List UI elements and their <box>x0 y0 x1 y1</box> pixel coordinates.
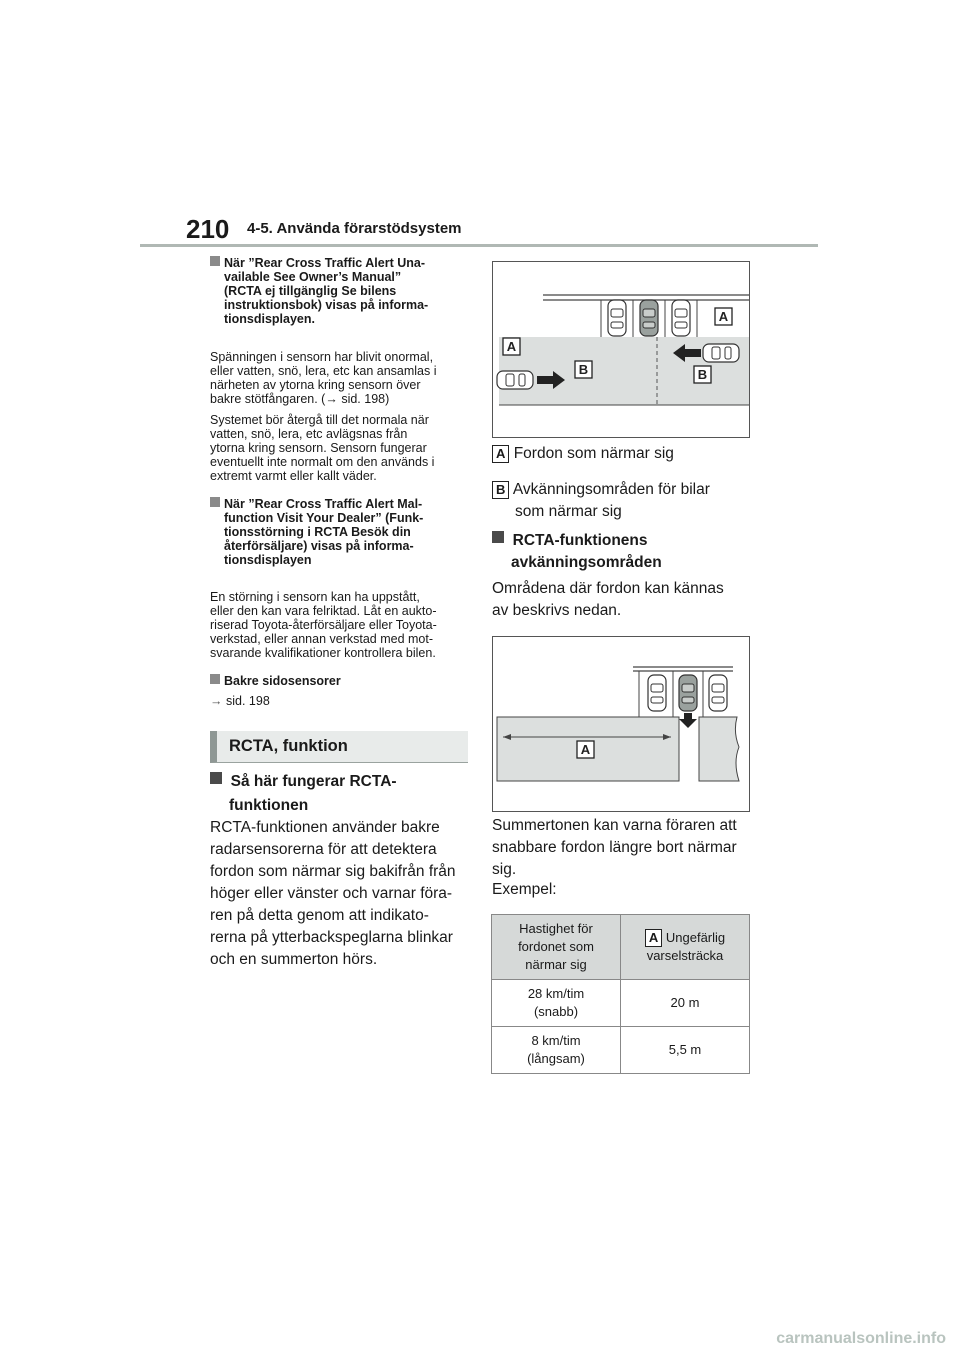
example-label: Exempel: <box>492 881 557 898</box>
speed-distance-table <box>491 914 750 1074</box>
legend-tag-a: A <box>645 929 662 947</box>
legend-a: A Fordon som närmar sig <box>492 445 674 463</box>
legend-tag-b: B <box>492 481 509 499</box>
detection-areas-text: Områdena där fordon kan kännas av beskrivs nedan. <box>492 580 724 619</box>
arrow-right-icon: → <box>210 694 223 708</box>
table-cell: 8 km/tim (långsam) <box>492 1027 621 1074</box>
page-number: 210 <box>186 214 230 244</box>
bullet-square-icon <box>492 531 504 543</box>
paragraph: Systemet bör återgå till det normala när vatten, snö, lera, etc avlägsnas från ytorna kring sensorn. Sensorn fungerar eventuellt inte normalt om den används i extremt varmt eller kallt väder. <box>210 413 435 483</box>
table-cell: 20 m <box>621 980 750 1027</box>
table-cell: 28 km/tim (snabb) <box>492 980 621 1027</box>
rear-side-sensors-heading: Bakre sidosensorer <box>210 674 470 688</box>
parking-lot-diagram <box>493 262 749 437</box>
car-icon <box>640 300 658 336</box>
bullet-square-icon <box>210 256 220 266</box>
legend-b: B Avkänningsområden för bilar som närmar sig <box>492 479 710 523</box>
car-icon <box>608 300 626 336</box>
table-header-cell: A Ungefärlig varselsträcka <box>621 915 750 980</box>
arrow-down-icon <box>679 713 697 728</box>
car-icon <box>648 675 666 711</box>
rcta-malfunction-heading: När ”Rear Cross Traffic Alert Mal- function Visit Your Dealer” (Funk- tionsstörning i RCTA Besök din återförsäljare) visas på informa- tionsdisplayen <box>210 497 470 567</box>
how-it-works-heading: Så här fungerar RCTA- funktionen <box>210 770 397 818</box>
detection-range-diagram <box>493 637 749 811</box>
car-icon <box>709 675 727 711</box>
table-row <box>492 980 750 1027</box>
section-title: 4-5. Använda förarstödsystem <box>247 220 462 237</box>
watermark: carmanualsonline.info <box>776 1330 946 1347</box>
table-header-cell: Hastighet för fordonet som närmar sig <box>492 915 621 980</box>
legend-tag-a: A <box>492 445 509 463</box>
header-rule <box>140 244 818 247</box>
table-header-row <box>492 915 750 980</box>
bullet-square-icon <box>210 497 220 507</box>
rcta-section-title: RCTA, funktion <box>210 731 468 763</box>
label-a: A <box>580 742 591 757</box>
detection-range-illustration <box>492 636 750 812</box>
bullet-square-icon <box>210 772 222 784</box>
car-icon <box>679 675 697 711</box>
label-a: A <box>718 309 729 324</box>
rcta-unavailable-heading: När ”Rear Cross Traffic Alert Una- vailable See Owner’s Manual” (RCTA ej tillgänglig Se bilens instruktionsbok) visas på informa- tionsdisplayen. <box>210 256 470 326</box>
paragraph: Spänningen i sensorn har blivit onormal, eller vatten, snö, lera, etc kan ansamlas i närheten av ytorna kring sensorn över bakre stötfångaren. (→ sid. 198) <box>210 350 437 406</box>
buzzer-text: Summertonen kan varna föraren att snabbare fordon längre bort närmar sig. <box>492 817 737 878</box>
car-icon <box>672 300 690 336</box>
how-it-works-text: RCTA-funktionen använder bakre radarsensorerna för att detektera fordon som närmar sig bakifrån från höger eller vänster och varnar föra- ren på detta genom att indikato- rerna på ytterbackspeglarna blinkar och en summerton hörs. <box>210 819 456 968</box>
page-reference: → sid. 198 <box>210 694 270 708</box>
car-icon <box>703 344 739 362</box>
car-icon <box>497 371 533 389</box>
table-row <box>492 1027 750 1074</box>
label-b: B <box>578 362 589 377</box>
detection-areas-heading: RCTA-funktionens avkänningsområden <box>492 530 662 574</box>
bullet-square-icon <box>210 674 220 684</box>
rcta-illustration <box>492 261 750 438</box>
table-cell: 5,5 m <box>621 1027 750 1074</box>
paragraph: En störning i sensorn kan ha uppstått, eller den kan vara felriktad. Låt en aukto- riserad Toyota-återförsäljare eller Toyota- verkstad, eller annan verkstad med mot- svarande kvalifikationer kontrollera bilen. <box>210 590 437 660</box>
label-a: A <box>506 339 517 354</box>
label-b: B <box>697 367 708 382</box>
